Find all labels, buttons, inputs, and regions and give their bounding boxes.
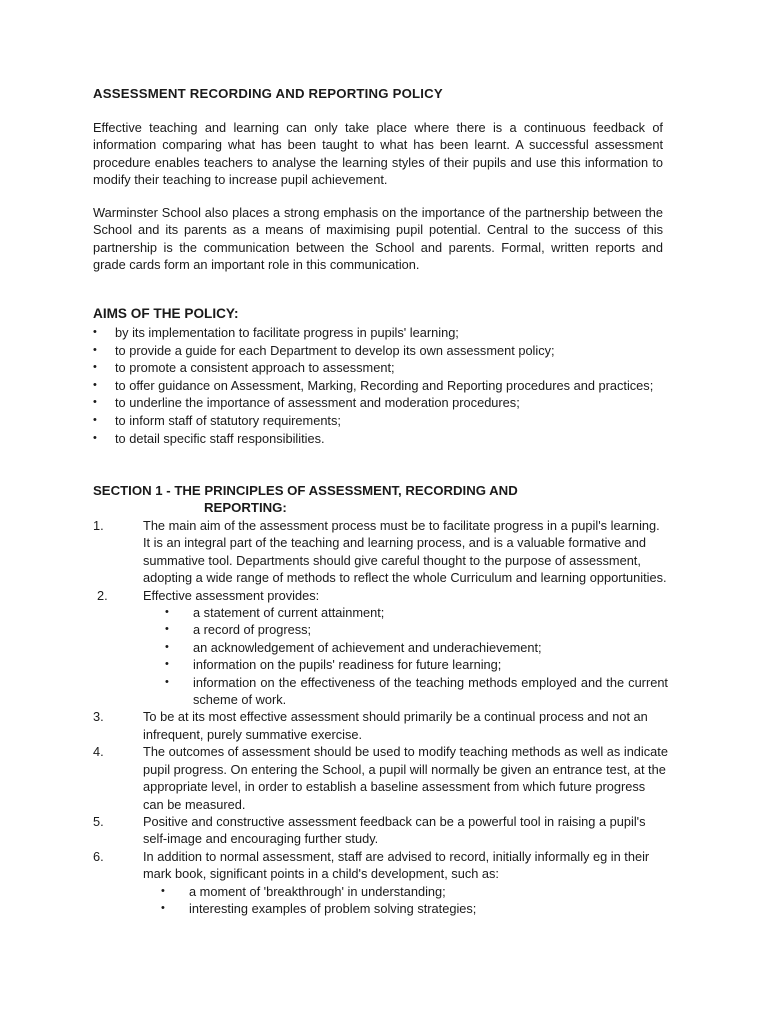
aims-list-item: • to promote a consistent approach to assessment; — [93, 360, 395, 376]
list-item: • information on the pupils' readiness for future learning; — [165, 657, 502, 673]
bullet-icon: • — [165, 658, 169, 671]
item-number: 2. — [97, 587, 108, 603]
principle-item: 5. Positive and constructive assessment feedback can be a powerful tool in raising a pupil's self-image and encouraging further study. — [93, 813, 646, 847]
intro-paragraph-1: Effective teaching and learning can only take place where there is a continuous feedback of information comparing what has been taught to what has been learnt. A successful assessment procedure enables teachers to analyse the learning styles of their pupils and use this information to modify their teaching to increase pupil achievement. — [93, 120, 663, 188]
list-item: • a moment of 'breakthrough' in understanding; — [161, 883, 446, 899]
aims-list-item: • to detail specific staff responsibilities. — [93, 430, 325, 446]
item-number: 4. — [93, 744, 104, 760]
aims-heading: AIMS OF THE POLICY: — [93, 306, 239, 321]
list-item: • a record of progress; — [165, 622, 312, 638]
principle-item: 3. To be at its most effective assessment should primarily be a continual process and not an infrequent, purely summative exercise. — [93, 709, 648, 742]
aims-list-item: • to provide a guide for each Department to develop its own assessment policy; — [93, 342, 555, 358]
list-item: • an acknowledgement of achievement and underachievement; — [165, 639, 542, 655]
aims-list-item: • by its implementation to facilitate progress in pupils' learning; — [93, 325, 459, 340]
principle-item: 4. The outcomes of assessment should be used to modify teaching methods as well as indicate pupil progress. On entering the School, a pupil will normally be given an entrance test, at the appropriate level, in order to establish a baseline assessment from which future progress can be measured. — [93, 744, 668, 812]
provides-list — [143, 604, 668, 708]
bullet-icon: • — [165, 623, 169, 636]
bullet-icon: • — [93, 326, 97, 338]
document-title: ASSESSMENT RECORDING AND REPORTING POLICY — [93, 86, 443, 101]
item-number: 1. — [93, 518, 104, 533]
bullet-icon: • — [93, 431, 97, 444]
aims-list-item: • to inform staff of statutory requirements; — [93, 412, 341, 428]
list-item: • interesting examples of problem solving strategies; — [161, 900, 477, 916]
aims-list — [93, 324, 665, 447]
principles-list — [93, 517, 668, 917]
aims-list-item: • to underline the importance of assessment and moderation procedures; — [93, 395, 520, 411]
bullet-icon: • — [93, 343, 97, 356]
intro-paragraph-2: Warminster School also places a strong emphasis on the importance of the partnership between the School and its parents as a means of maximising pupil potential. Central to the success of this partnership is the communication between the School and parents. Formal, written reports and grade cards form an important role in this communication. — [93, 205, 663, 273]
principle-item: 1. The main aim of the assessment process must be to facilitate progress in a pupil's learning. It is an integral part of the teaching and learning process, and is a valuable formative and summative tool. Departments should give careful thought to the purpose of assessment, adopting a wide range of methods to reflect the whole Curriculum and learning opportunities. — [93, 518, 667, 586]
item-number: 3. — [93, 709, 104, 725]
principle-item: 2. Effective assessment provides: • a statement of current attainment; • a record of progress; • an acknowledgement of achievement and underachievement; • information on the pupils' readiness for future learning; • information on the effectiveness of the teaching methods employed and the current scheme of work. — [97, 587, 668, 708]
bullet-icon: • — [93, 413, 97, 426]
bullet-icon: • — [165, 675, 169, 688]
list-item: • information on the effectiveness of the teaching methods employed and the current scheme of work. — [165, 674, 668, 708]
item-number: 5. — [93, 813, 104, 829]
development-points-list — [143, 883, 668, 918]
bullet-icon: • — [165, 606, 169, 619]
item-number: 6. — [93, 848, 104, 864]
bullet-icon: • — [161, 884, 165, 897]
section-1-heading: SECTION 1 - THE PRINCIPLES OF ASSESSMENT, RECORDING AND REPORTING: — [93, 483, 518, 515]
principle-item: 6. In addition to normal assessment, staff are advised to record, initially informally eg in their mark book, significant points in a child's development, such as: • a moment of 'breakthrough' in understanding; • interesting examples of problem solving strategies; — [93, 848, 668, 918]
bullet-icon: • — [93, 361, 97, 374]
bullet-icon: • — [93, 396, 97, 409]
aims-list-item: • to offer guidance on Assessment, Marking, Recording and Reporting procedures and practices; — [93, 377, 654, 393]
list-item: • a statement of current attainment; — [165, 605, 385, 621]
bullet-icon: • — [161, 901, 165, 914]
bullet-icon: • — [165, 640, 169, 653]
bullet-icon: • — [93, 378, 97, 391]
